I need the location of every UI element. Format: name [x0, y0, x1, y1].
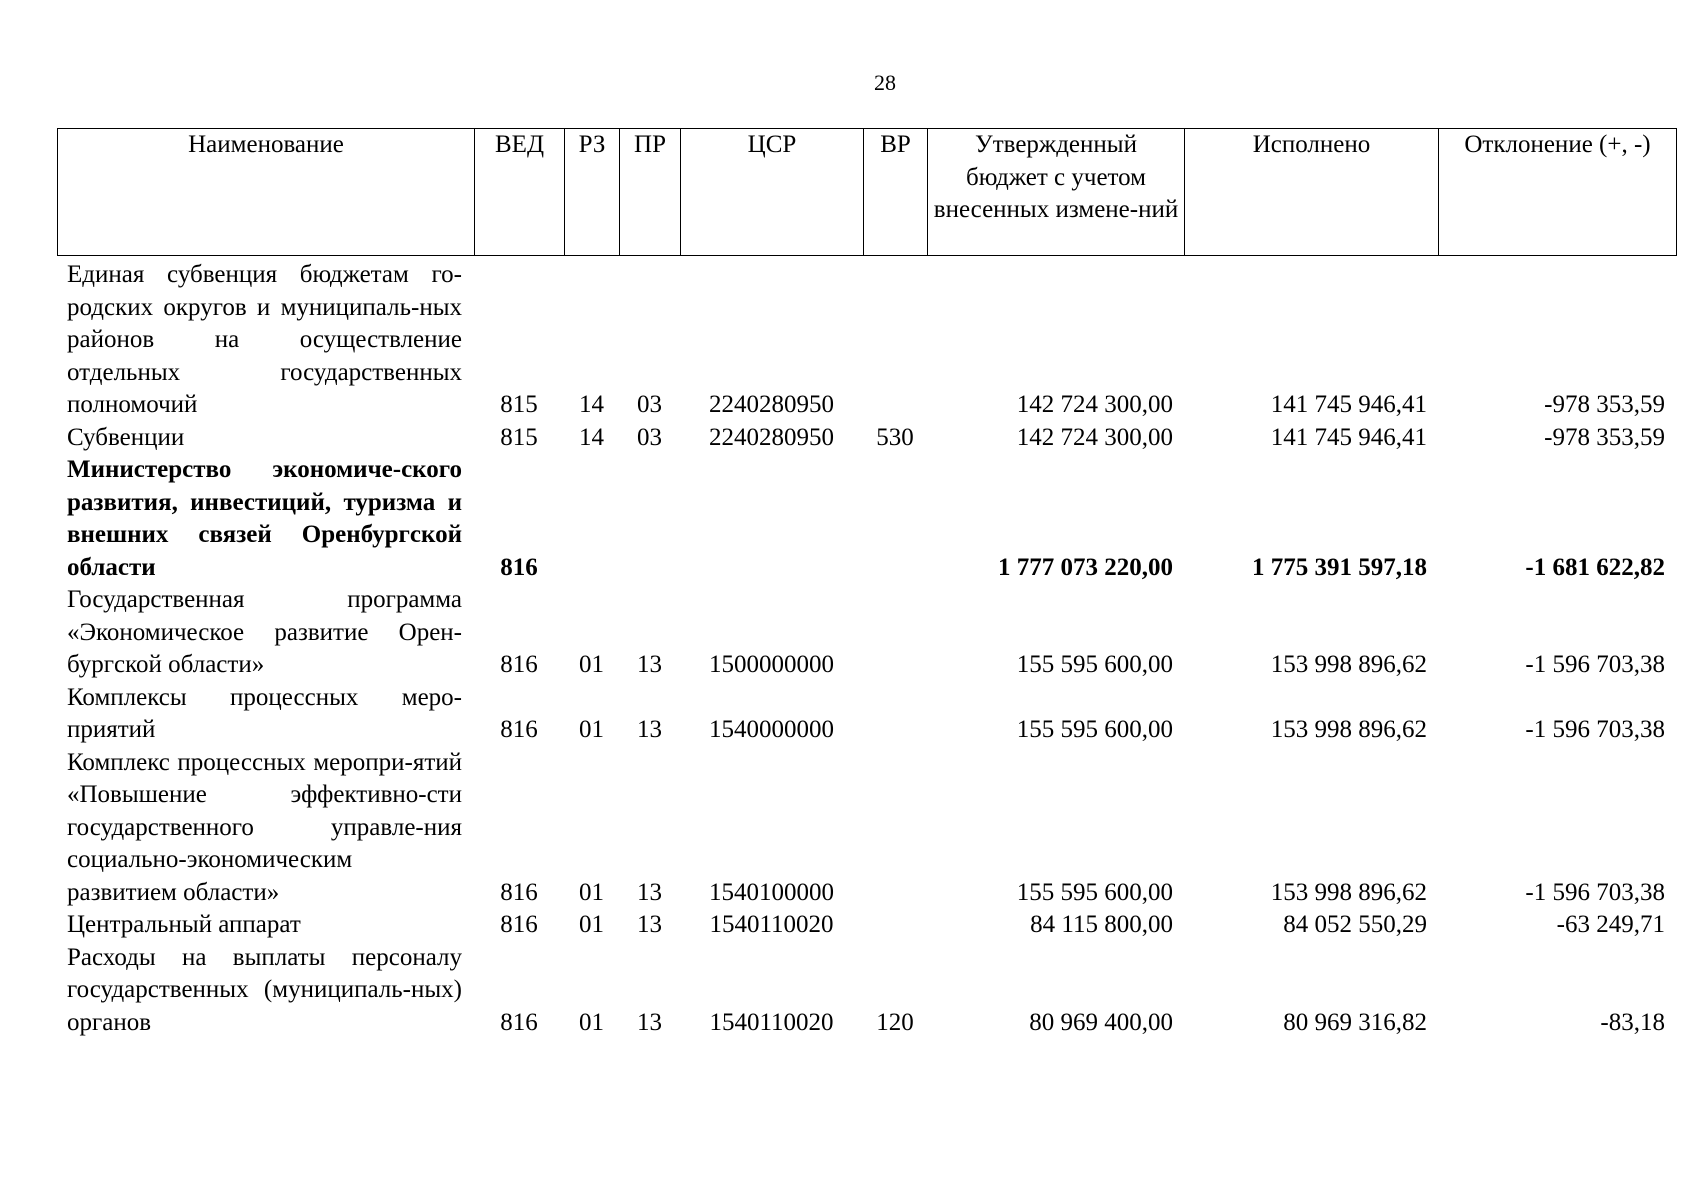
row-name: Комплекс процессных меропри-ятий «Повышение эффективно-сти государственного управле-ния социально-экономическим развитием области» [67, 748, 462, 906]
row-executed: 141 745 946,41 [1270, 423, 1427, 451]
row-name: Единая субвенция бюджетам го-родских округов и муниципаль-ных районов на осуществление отдельных государственных полномочий [67, 261, 462, 418]
table-row [57, 747, 1676, 910]
row-approved: 1 777 073 220,00 [998, 553, 1173, 581]
row-vr [863, 584, 927, 682]
row-csr [680, 454, 863, 584]
row-executed: 153 998 896,62 [1270, 716, 1427, 743]
row-ved: 816 [500, 553, 538, 581]
row-vr [863, 747, 927, 910]
row-pr: 03 [637, 391, 662, 418]
row-ved: 816 [500, 716, 538, 743]
header-approved-budget: Утвержденный бюджет с учетом внесенных измене-ний [928, 129, 1185, 256]
row-vr: 120 [876, 1008, 914, 1036]
row-rz: 01 [579, 1008, 604, 1036]
row-deviation: -1 596 703,38 [1525, 716, 1665, 743]
table-row [57, 454, 1676, 584]
row-rz: 01 [579, 716, 604, 743]
row-ved: 816 [500, 651, 538, 678]
row-ved: 816 [500, 911, 538, 938]
row-vr [863, 682, 927, 747]
page-number: 28 [874, 70, 896, 95]
row-name: Комплексы процессных меро-приятий [67, 683, 462, 743]
table-row [57, 909, 1676, 942]
row-approved: 142 724 300,00 [1016, 423, 1173, 451]
row-ved: 815 [500, 423, 538, 451]
row-name: Государственная программа «Экономическое развитие Орен-бургской области» [67, 586, 462, 678]
row-csr: 1540110020 [709, 1008, 834, 1036]
row-vr [863, 259, 927, 422]
row-approved: 80 969 400,00 [1029, 1008, 1173, 1036]
row-vr: 530 [876, 423, 914, 451]
table-row [57, 682, 1676, 747]
row-approved: 84 115 800,00 [1030, 911, 1173, 938]
row-ved: 816 [500, 878, 538, 906]
row-rz: 01 [579, 911, 604, 938]
row-deviation: -1 681 622,82 [1525, 553, 1665, 581]
header-ved: ВЕД [475, 129, 565, 256]
budget-table [57, 259, 1676, 1039]
row-csr: 2240280950 [709, 391, 834, 418]
row-deviation: -1 596 703,38 [1525, 651, 1665, 678]
row-vr [863, 454, 927, 584]
row-csr: 1540000000 [709, 716, 834, 743]
row-approved: 155 595 600,00 [1016, 878, 1173, 906]
row-rz: 14 [579, 391, 604, 418]
header-pr: ПР [620, 129, 681, 256]
row-executed: 153 998 896,62 [1270, 878, 1427, 906]
row-name: Субвенции [67, 423, 185, 451]
row-name: Расходы на выплаты персоналу государственных (муниципаль-ных) органов [67, 943, 462, 1036]
row-pr [619, 454, 680, 584]
header-deviation: Отклонение (+, -) [1439, 129, 1677, 256]
row-deviation: -978 353,59 [1544, 391, 1665, 418]
row-pr: 03 [637, 423, 662, 451]
header-rz: РЗ [565, 129, 620, 256]
row-approved: 155 595 600,00 [1016, 651, 1173, 678]
row-deviation: -83,18 [1600, 1008, 1665, 1036]
row-vr [863, 909, 927, 942]
row-deviation: -63 249,71 [1556, 911, 1665, 938]
row-rz: 01 [579, 878, 604, 906]
row-executed: 84 052 550,29 [1283, 911, 1427, 938]
header-csr: ЦСР [681, 129, 864, 256]
table-row [57, 422, 1676, 455]
table-row [57, 259, 1676, 422]
row-executed: 80 969 316,82 [1283, 1008, 1427, 1036]
row-deviation: -1 596 703,38 [1525, 878, 1665, 906]
header-executed: Исполнено [1185, 129, 1439, 256]
row-csr: 1540110020 [709, 911, 834, 938]
row-pr: 13 [637, 911, 662, 938]
row-executed: 141 745 946,41 [1270, 391, 1427, 418]
row-name: Центральный аппарат [67, 911, 301, 938]
header-name: Наименование [58, 129, 475, 256]
row-pr: 13 [637, 651, 662, 678]
row-ved: 816 [500, 1008, 538, 1036]
table-row [57, 584, 1676, 682]
table-header [57, 128, 1677, 256]
row-csr: 2240280950 [709, 423, 834, 451]
row-ved: 815 [500, 391, 538, 418]
row-approved: 155 595 600,00 [1016, 716, 1173, 743]
table-body [57, 259, 1676, 1039]
row-approved: 142 724 300,00 [1016, 391, 1173, 418]
row-rz [564, 454, 619, 584]
row-csr: 1540100000 [709, 878, 834, 906]
row-deviation: -978 353,59 [1544, 423, 1665, 451]
row-pr: 13 [637, 1008, 662, 1036]
header-vr: ВР [864, 129, 928, 256]
row-executed: 1 775 391 597,18 [1252, 553, 1427, 581]
row-name: Министерство экономиче-ского развития, инвестиций, туризма и внешних связей Оренбургской области [67, 456, 462, 581]
row-executed: 153 998 896,62 [1270, 651, 1427, 678]
table-row [57, 942, 1676, 1040]
row-csr: 1500000000 [709, 651, 834, 678]
row-rz: 01 [579, 651, 604, 678]
row-pr: 13 [637, 878, 662, 906]
row-pr: 13 [637, 716, 662, 743]
row-rz: 14 [579, 423, 604, 451]
